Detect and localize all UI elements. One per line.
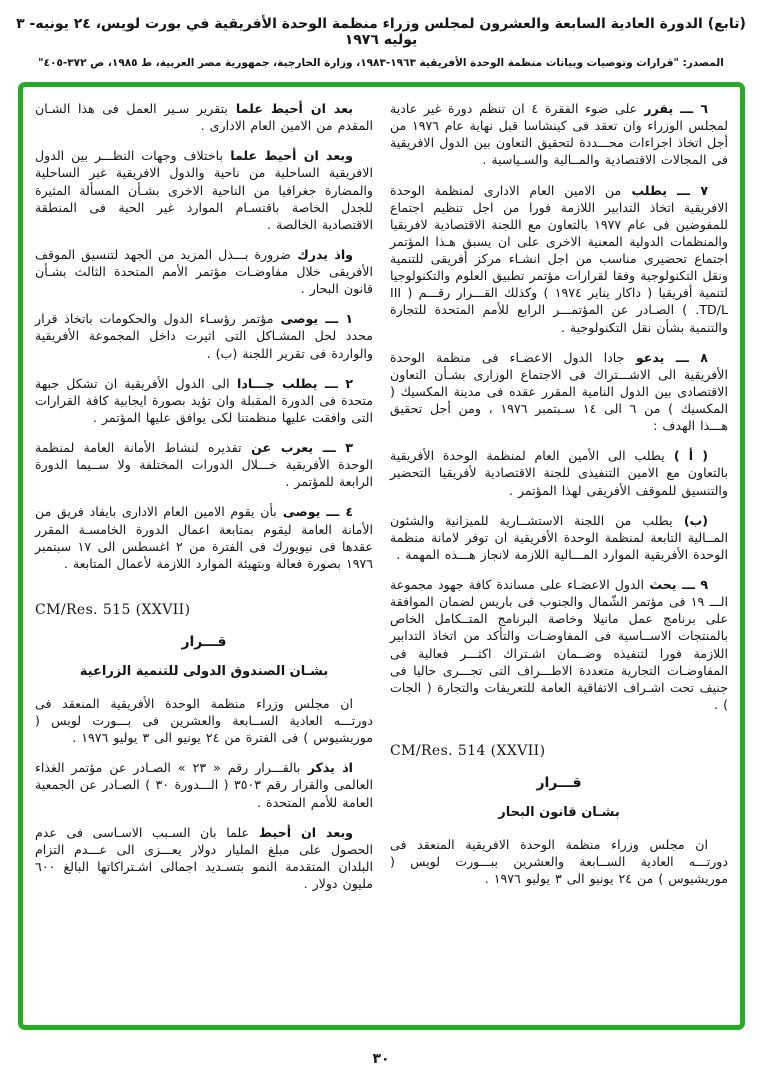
- resolution-subject: بشـان قانون البحار: [498, 805, 620, 820]
- page-number: ٣٠: [372, 1051, 390, 1067]
- paragraph-lead: ١ ـــ يوصى: [273, 311, 354, 327]
- paragraph: (ب) يطلب من اللجنة الاستشــارية للميزانية والشئون المــالية التابعة لمنظمة الوحدة الأفريقية ان توفر لامانة منظمة الوحدة الأفريقية الموارد المـــالية اللازمة لانجاز هـــذه المهمة .: [390, 512, 728, 562]
- paragraph: وبعد ان أحيط علما بان السـبب الاسـاسى فى عدم الحصول على مبلغ المليار دولار يعـــزى الى عـــدم التزام البلدان المتقدمة النمو بتسـديد اجمالى اشـتراكاتها البالغ ٦٠٠ مليون دولار .: [35, 824, 373, 891]
- paragraph: ٤ ـــ يوصى بأن يقوم الامين العام الادارى بايفاد فريق من الأمانة العامة ليقوم بمتابعة اعمال الدورة الخامسـة المقرر عقدها فى نيويورك فى الفترة من ٢ اغسطس الى ١٧ سبتمبر ١٩٧٦ بصورة فعالة وبتهيئة الموارد اللازمة لأعمال المتابعة .: [35, 504, 373, 571]
- paragraph: ٦ ـــ يقرر على ضوء الفقرة ٤ ان تنظم دورة غير عادية لمجلس الوزراء وان تعقد فى كينشاسا قبل نهاية عام ١٩٧٦ من أجل اتخاذ اجراءات محـــددة لتحقيق التعاون بين الدول الافريقية فى المجالات الاقتصادية والمــالية والسـياسية .: [390, 101, 728, 168]
- paragraph-lead: اذ يذكر: [300, 760, 353, 776]
- paragraph: ان مجلس وزراء منظمة الوحدة الافريقية المنعقد فى دورتـــه العادية الســابعة والعشرين ببـــورت لويس ( موريشيوس ) من ٢٤ يونيو الى ٣ يوليو ١٩٧٦ .: [390, 837, 728, 887]
- source-citation: المصدر: "قرارات وتوصيات وبيانات منظمة الوحدة الأفريقية ١٩٦٣-١٩٨٣، وزارة الخارجية، جمهورية مصر العربية، ط ١٩٨٥، ص ٣٧٢-٤٠٥": [38, 57, 724, 69]
- resolution-reference: CM/Res. 514 (XXVII): [390, 743, 546, 759]
- paragraph-lead: ٩ ـــ يحث: [643, 577, 708, 592]
- paragraph: ٧ ـــ يطلب من الامين العام الادارى لمنظمة الوحدة الافريقية اتخاذ التدابير اللازمة فورا من اجل تنظيم اجتماع للمفوضين فى عام ١٩٧٧ بالتعاون مع اللجنة الاقتصادية لافريقيا والمنظمات الدولية المعنية الاخرى على ان يسبق هـذا المؤتمر اجتماع تحضيرى مناسب من اجل انشـاء مركز أفريقى للتنمية ونقل التكنولوجية وفقا لقرارات مؤتمر تطبيق العلوم والتكنولوجيا لتنمية أفريقيا ( داكار يناير ١٩٧٤ ) وكذلك القـــرار رقـــم ( III TD/L. ) الصـادر عن المؤتمـــر الرابع للأمم المتحدة للتجارة والتنمية بشأن نقل التكنولوجية .: [390, 182, 729, 335]
- paragraph-lead: ٤ ـــ يوصى: [276, 504, 353, 520]
- paragraph: ( أ ) يطلب الى الأمين العام لمنظمة الوحدة الأفريقية بالتعاون مع الامين التنفيذى للجنة الاقتصادية لأفريقيا التحضير والتنسيق للموقف الأفريقى لهذا المؤتمر .: [390, 448, 728, 498]
- document-frame: [18, 82, 745, 1030]
- paragraph: ٩ ـــ يحث الدول الاعضـاء على مساندة كافة جهود مجموعة الـــ ١٩ فى مؤتمر الشّمال والجنوب فى باريس لضمان الموافقة على برنامج عمل مانيلا وخاصة البرنامج المتــكامل الخاص بالمنتجات الاســاسية فى المفاوضـات والتأكد من اتخاذ التدابير اللازمة فورا لتنفيذه وضــمان اشـتراك اكثـــر فعالية فى المفاوضـات التجارية متعددة الاطـــراف التى تجـــرى حاليا فى جنيف تحت اشـراف الاتفاقية العامة للتعريفات والتجارة ( الجات ) .: [390, 577, 728, 712]
- paragraph-lead: وبعد ان أحيط علما: [222, 148, 353, 164]
- paragraph-lead: وبعد ان أحيط: [249, 824, 353, 840]
- paragraph-lead: ( أ ): [664, 448, 709, 464]
- paragraph-lead: ٨ ـــ يدعو: [624, 349, 708, 365]
- resolution-title: قـــرار: [536, 775, 582, 791]
- paragraph: واذ يدرك ضرورة بـــذل المزيد من الجهد لتنسيق الموقف الأفريقى خلال مفاوضـات مؤتمر الأمم المتحدة الثالث بشـأن قانون البحار .: [35, 246, 373, 297]
- paragraph: ان مجلس وزراء منظمة الوحدة الأفريقية المنعقد فى دورتـــه العادية الســابعة والعشرين فى بـــورت لويس ( موريشيوس ) فى الفترة من ٢٤ يونيو الى ٣ يوليو ١٩٧٦ .: [35, 695, 373, 746]
- column-left: [35, 100, 373, 1015]
- paragraph: اذ يذكر بالقـــرار رقم « ٢٣ » الصـادر عن مؤتمر الغذاء العالمى والقرار رقم ٣٥٠٣ ( الـــدورة ٣٠ ) الصـادر عن الجمعية العامة للأمم المتحدة .: [35, 760, 373, 810]
- resolution-title: قـــرار: [181, 633, 227, 650]
- paragraph: ٨ ـــ يدعو جادا الدول الاعضـاء فى منظمة الوحدة الأفريقية الى الاشـــتراك فى الاجتماع الوزارى بشـأن التعاون الاقتصادى بين الدول النامية المقرر عقده فى مدينة المكسيك ( المكسيك ) من ٦ الى ١٤ سـبتمبر ١٩٧٦ ، ومن أجل تحقيق هـــذا الهدف :: [390, 349, 728, 434]
- two-column-layout: [35, 100, 728, 1015]
- paragraph: ٢ ـــ يطلب جـــادا الى الدول الأفريقية ان تشكل جبهة متحدة فى الدورة المقبلة وان تؤيد بصورة ايجابية كافة القرارات التى وافقت عليها منظمتنا لكى يوافق عليها المؤتمر .: [35, 375, 373, 425]
- column-right: [390, 100, 728, 1015]
- resolution-reference: CM/Res. 515 (XXVII): [35, 601, 191, 618]
- paragraph: ١ ـــ يوصى مؤتمر رؤسـاء الدول والحكومات باتخاذ قرار محدد لحل المشـاكل التى اثيرت داخل المجموعة الأفريقية والواردة فى تقرير اللجنة (ب) .: [35, 311, 373, 361]
- paragraph: بعد ان أحيط علما بتقرير سـير العمل فى هذا الشـان المقدم من الامين العام الادارى .: [35, 101, 373, 134]
- paragraph: وبعد ان أحيط علما باختلاف وجهات النظـــر بين الدول الافريقية الساحلية من ناحية والدول الافريقية غير الساحلية والمضارة جغرافيا من الناحية الاخرى بشـأن المسألة المثيرة للجدل الخاصة باقتسـام الموارد غير الحية فى المنطقة الاقتصادية الخالصة .: [35, 148, 373, 232]
- paragraph-lead: بعد ان أحيط علما: [227, 101, 353, 116]
- paragraph-lead: واذ يدرك: [290, 246, 353, 262]
- paragraph-lead: ٦ ـــ يقرر: [637, 101, 709, 116]
- paragraph-lead: ٣ ـــ يعرب عن: [241, 440, 353, 455]
- paragraph-lead: ٧ ـــ يطلب: [621, 182, 708, 198]
- paragraph-lead: ٢ ـــ يطلب جـــادا: [229, 375, 353, 391]
- page-header: [0, 16, 762, 69]
- paragraph-lead: (ب): [672, 512, 708, 528]
- paragraph: ٣ ـــ يعرب عن تقديره لنشاط الأمانة العامة لمنظمة الوحدة الأفريقية خـــلال الدورات المختلفة ولا ســيما الدورة الرابعة للمؤتمر .: [35, 440, 373, 490]
- session-title: (تابع) الدورة العادية السابعة والعشرون لمجلس وزراء منظمة الوحدة الأفريقية في بورت لويس، ٢٤ يونيه- ٣ يوليه ١٩٧٦: [16, 16, 746, 48]
- resolution-subject: بشـان الصندوق الدولى للتنمية الزراعية: [79, 663, 329, 679]
